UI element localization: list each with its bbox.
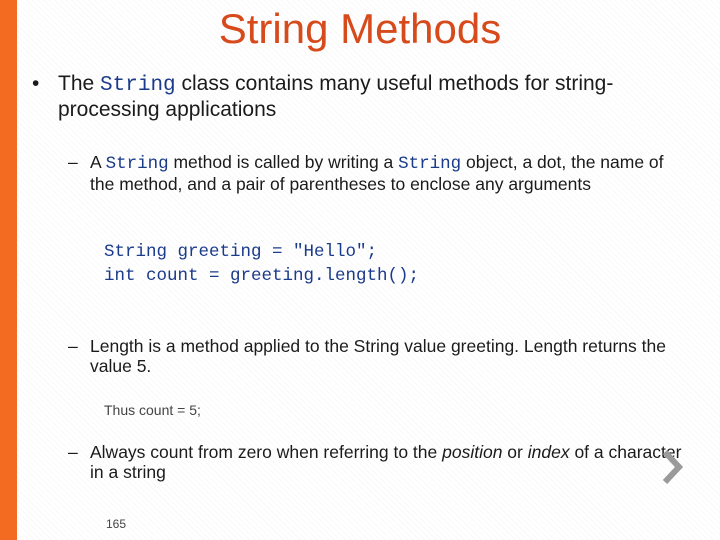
bullet-text [58, 72, 702, 122]
accent-bar [0, 0, 17, 540]
code-line: int count = greeting.length(); [104, 266, 420, 286]
subbullet-text-mid: or [502, 442, 528, 462]
thus-note: Thus count = 5; [104, 402, 201, 418]
dash-marker: – [68, 442, 78, 462]
emphasis-index: index [527, 442, 570, 462]
subbullet-text-mid: method is called by writing a [168, 152, 399, 172]
slide-title: String Methods [218, 5, 502, 52]
bullet-text-pre: The [58, 72, 101, 95]
subbullet-text [90, 152, 688, 194]
subbullet-method-call [68, 152, 688, 194]
subbullet-text-post: object, a dot, the name of the method, and a pair of parentheses to enclose any arguments [90, 152, 664, 194]
subbullet-text: Length is a method applied to the String value greeting. Length returns the value 5. [90, 336, 666, 376]
code-block [104, 240, 419, 288]
bullet-marker: • [32, 72, 40, 95]
code-line: String greeting = "Hello"; [104, 242, 378, 262]
subbullet-text-pre: Always count from zero when referring to the [90, 442, 443, 462]
bullet-text-post: class contains many useful methods for string-processing applications [58, 72, 614, 121]
subbullet-text-post: of a character in a string [90, 442, 682, 482]
dash-marker: – [68, 152, 78, 172]
subbullet-text [90, 442, 688, 482]
chevron-right-icon[interactable] [658, 449, 686, 485]
bullet-string-class [32, 72, 702, 122]
page-number: 165 [106, 517, 127, 531]
emphasis-position: position [442, 442, 503, 462]
subbullet-text-pre: A [90, 152, 106, 172]
code-string-keyword: String [105, 154, 169, 174]
subbullet-count-zero [68, 442, 688, 482]
dash-marker: – [68, 336, 78, 356]
code-string-keyword: String [398, 154, 462, 174]
code-string-keyword: String [100, 74, 176, 97]
subbullet-length [68, 336, 688, 376]
